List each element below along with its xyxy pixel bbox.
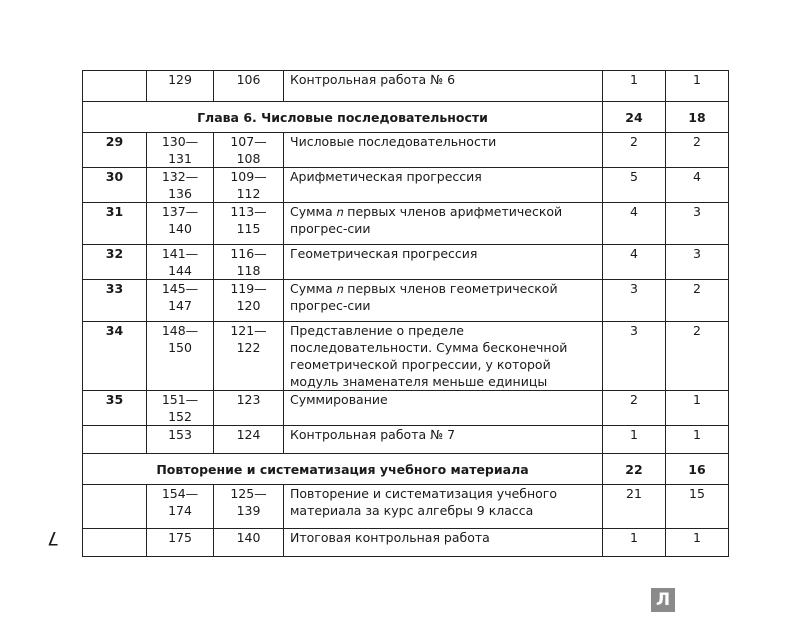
table-row [83,391,729,426]
topic-text: Представление о пределе последовательности. Сумма бесконечной геометрической прогрессии, у которой модуль знаменателя меньше единицы [284,322,603,391]
lesson-number [83,426,147,454]
hours-total-a: 24 [603,102,666,133]
table-row [83,322,729,391]
hours-total-a: 22 [603,454,666,485]
paragraph-range: 154—174 [147,485,214,529]
paragraph-range: 148—150 [147,322,214,391]
table-row [83,71,729,102]
table-row [83,529,729,557]
section-title: Глава 6. Числовые последовательности [83,102,603,133]
hours-a: 3 [603,280,666,322]
lesson-number [83,529,147,557]
lesson-number: 31 [83,203,147,245]
topic-text: Числовые последовательности [284,133,603,168]
table-row [83,245,729,280]
lesson-number [83,71,147,102]
topic-text: Сумма 𝑛 первых членов геометрической прогрес-сии [284,280,603,322]
exercise-range: 124 [214,426,284,454]
lesson-plan-table [82,70,729,557]
hours-b: 3 [666,245,729,280]
hours-b: 1 [666,391,729,426]
hours-a: 1 [603,71,666,102]
topic-text: Арифметическая прогрессия [284,168,603,203]
paragraph-range: 141—144 [147,245,214,280]
hours-b: 1 [666,426,729,454]
paragraph-range: 132—136 [147,168,214,203]
exercise-range: 109—112 [214,168,284,203]
table-row [83,168,729,203]
paragraph-range: 151—152 [147,391,214,426]
exercise-range: 125—139 [214,485,284,529]
section-header-row [83,454,729,485]
section-title: Повторение и систематизация учебного материала [83,454,603,485]
table-row [83,280,729,322]
hours-b: 2 [666,280,729,322]
topic-text: Повторение и систематизация учебного материала за курс алгебры 9 класса [284,485,603,529]
lesson-number: 32 [83,245,147,280]
table-row [83,426,729,454]
exercise-range: 106 [214,71,284,102]
exercise-range: 123 [214,391,284,426]
section-header-row [83,102,729,133]
paragraph-range: 130—131 [147,133,214,168]
topic-text: Суммирование [284,391,603,426]
paragraph-range: 145—147 [147,280,214,322]
topic-text: Итоговая контрольная работа [284,529,603,557]
hours-a: 21 [603,485,666,529]
paragraph-range: 137—140 [147,203,214,245]
exercise-range: 140 [214,529,284,557]
hours-b: 2 [666,322,729,391]
hours-b: 4 [666,168,729,203]
paragraph-range: 153 [147,426,214,454]
hours-total-b: 18 [666,102,729,133]
lesson-number: 29 [83,133,147,168]
table-row [83,485,729,529]
lesson-number: 35 [83,391,147,426]
paragraph-range: 175 [147,529,214,557]
hours-a: 4 [603,245,666,280]
hours-a: 2 [603,133,666,168]
lesson-number: 33 [83,280,147,322]
topic-text: Контрольная работа № 6 [284,71,603,102]
hours-total-b: 16 [666,454,729,485]
exercise-range: 121—122 [214,322,284,391]
topic-text: Контрольная работа № 7 [284,426,603,454]
hours-a: 3 [603,322,666,391]
table-row [83,203,729,245]
table-row [83,133,729,168]
lesson-number [83,485,147,529]
lesson-number: 34 [83,322,147,391]
page-number: 7 [47,527,60,549]
hours-a: 4 [603,203,666,245]
paragraph-range: 129 [147,71,214,102]
hours-b: 2 [666,133,729,168]
topic-text: Сумма 𝑛 первых членов арифметической прогрес-сии [284,203,603,245]
hours-b: 1 [666,71,729,102]
hours-a: 1 [603,426,666,454]
exercise-range: 119—120 [214,280,284,322]
exercise-range: 107—108 [214,133,284,168]
hours-b: 3 [666,203,729,245]
exercise-range: 113—115 [214,203,284,245]
topic-text: Геометрическая прогрессия [284,245,603,280]
hours-a: 5 [603,168,666,203]
hours-a: 1 [603,529,666,557]
hours-b: 1 [666,529,729,557]
hours-a: 2 [603,391,666,426]
exercise-range: 116—118 [214,245,284,280]
lesson-plan-body [83,71,729,557]
hours-b: 15 [666,485,729,529]
publisher-logo-icon: Л [651,588,675,612]
lesson-number: 30 [83,168,147,203]
